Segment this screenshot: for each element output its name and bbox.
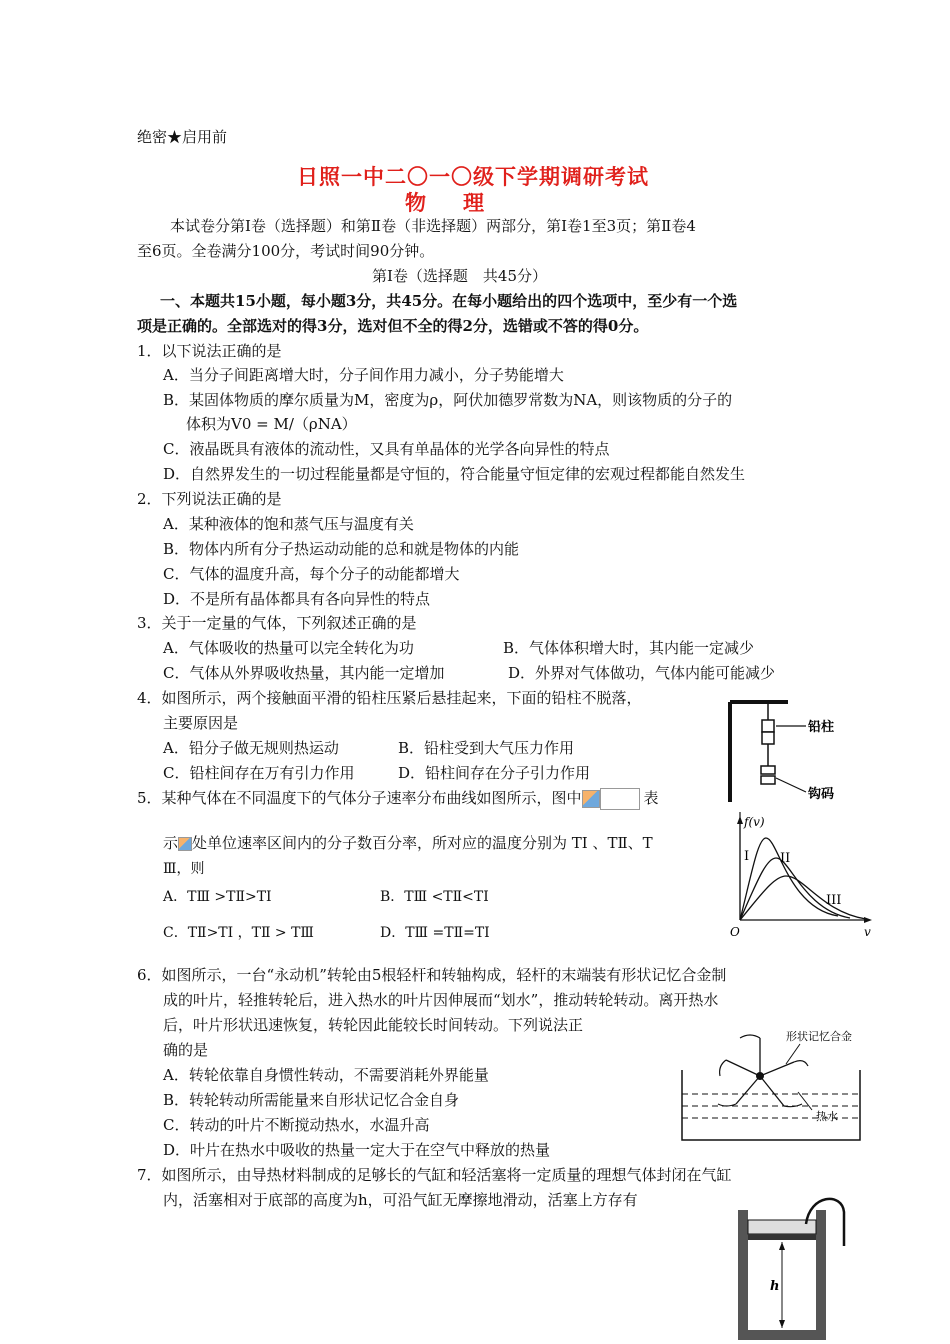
- curve-ii: [740, 858, 850, 920]
- q1-option-b-line1: B．某固体物质的摩尔质量为M，密度为ρ，阿伏加德罗常数为NA，则该物质的分子的: [163, 391, 733, 409]
- curve-iii-label: III: [826, 893, 842, 908]
- section-heading: 第Ⅰ卷（选择题 共45分）: [372, 267, 548, 285]
- hot-water-label: 热水: [816, 1110, 838, 1123]
- q5-figure: [728, 812, 878, 942]
- q2-option-c: C．气体的温度升高，每个分子的动能都增大: [163, 565, 460, 583]
- q5-stem-line2-text: 处单位速率区间内的分子数百分率，所对应的温度分别为 TⅠ 、TⅡ、T: [192, 834, 653, 852]
- q1-option-a: A．当分子间距离增大时，分子间作用力减小，分子势能增大: [163, 366, 564, 384]
- q4-option-d: D．铅柱间存在分子引力作用: [398, 764, 591, 782]
- q4-stem-line2: 主要原因是: [163, 714, 239, 732]
- curve-i-label: I: [744, 849, 750, 864]
- q5-stem-line1: [137, 787, 659, 810]
- weight-label: 钩码: [808, 787, 835, 802]
- y-axis-label: f(v): [744, 815, 765, 829]
- curve-ii-label: II: [780, 851, 791, 866]
- q6-stem-line2: 成的叶片，轻推转轮后，进入热水的叶片因伸展而“划水”，推动转轮转动。离开热水: [163, 991, 719, 1009]
- intro-line-2: 至6页。全卷满分100分，考试时间90分钟。: [137, 242, 435, 260]
- q1-option-b-line2: 体积为V0 = M/（ρNA）: [186, 415, 357, 433]
- q6-option-b: B．转轮转动所需能量来自形状记忆合金自身: [163, 1091, 460, 1109]
- weight-lower: [761, 776, 775, 784]
- q2-option-a: A．某种液体的饱和蒸气压与温度有关: [163, 515, 414, 533]
- q3-stem: 3．关于一定量的气体，下列叙述正确的是: [137, 614, 417, 632]
- q5-option-d: D．TⅢ =TⅡ=TⅠ: [380, 925, 490, 941]
- section-instructions-1: 一、本题共15小题，每小题3分，共45分。在每小题给出的四个选项中，至少有一个选: [160, 292, 738, 310]
- placeholder-box: [600, 788, 640, 810]
- q6-option-a: A．转轮依靠自身惯性转动，不需要消耗外界能量: [163, 1066, 489, 1084]
- q3-option-b: B．气体体积增大时，其内能一定减少: [503, 639, 755, 657]
- q2-stem: 2．下列说法正确的是: [137, 490, 282, 508]
- q6-option-c: C．转动的叶片不断搅动热水，水温升高: [163, 1116, 430, 1134]
- section-instructions-2: 项是正确的。全部选对的得3分，选对但不全的得2分，选错或不答的得0分。: [137, 317, 649, 335]
- origin-label: O: [730, 925, 740, 939]
- q2-option-b: B．物体内所有分子热运动动能的总和就是物体的内能: [163, 540, 520, 558]
- q6-figure: [676, 1020, 866, 1144]
- cylinder-base: [738, 1330, 826, 1340]
- q4-figure: [718, 692, 848, 804]
- q7-stem-line2: 内，活塞相对于底部的高度为h，可沿气缸无摩擦地滑动，活塞上方存有: [163, 1191, 638, 1209]
- q5-stem-line3: Ⅲ，则: [163, 861, 205, 877]
- x-axis-label: v: [864, 925, 871, 939]
- cylinder-right-wall: [816, 1210, 826, 1340]
- exam-subject: 物 理: [405, 190, 492, 215]
- q6-stem-line4: 确的是: [163, 1041, 209, 1059]
- height-label: h: [770, 1279, 780, 1294]
- q3-option-d: D．外界对气体做功，气体内能可能减少: [508, 664, 776, 682]
- q5-option-a: A．TⅢ >TⅡ>TⅠ: [163, 889, 272, 905]
- q7-stem-line1: 7．如图所示，由导热材料制成的足够长的气缸和轻活塞将一定质量的理想气体封闭在气缸: [137, 1166, 732, 1184]
- secret-label: 绝密★启用前: [137, 128, 228, 146]
- q1-option-c: C．液晶既具有液体的流动性，又具有单晶体的光学各向异性的特点: [163, 440, 610, 458]
- lead-cylinder-bottom: [762, 732, 774, 744]
- q6-stem-line3: 后，叶片形状迅速恢复，转轮因此能较长时间转动。下列说法正: [163, 1016, 584, 1034]
- q3-option-a: A．气体吸收的热量可以完全转化为功: [163, 639, 414, 657]
- q5-stem-line2-start: 示: [163, 834, 179, 852]
- q1-stem: 1．以下说法正确的是: [137, 342, 282, 360]
- broken-image-icon: [178, 837, 192, 851]
- water-tank: [682, 1070, 860, 1140]
- q2-option-d: D．不是所有晶体都具有各向异性的特点: [163, 590, 431, 608]
- piston: [748, 1234, 816, 1240]
- alloy-label: 形状记忆合金: [786, 1030, 852, 1043]
- q5-stem-line2: [163, 832, 653, 853]
- q7-figure: [732, 1190, 852, 1342]
- q4-option-a: A．铅分子做无规则热运动: [163, 739, 339, 757]
- curve-iii: [740, 876, 866, 920]
- exam-title: 日照一中二〇一〇级下学期调研考试: [297, 164, 649, 189]
- q6-stem-line1: 6．如图所示，一台“永动机”转轮由5根轻杆和转轴构成，轻杆的末端装有形状记忆合金制: [137, 966, 727, 984]
- q5-stem-line1-end: 表: [643, 789, 659, 807]
- q4-option-b: B．铅柱受到大气压力作用: [398, 739, 575, 757]
- q5-option-b: B．TⅢ <TⅡ<TⅠ: [380, 889, 489, 905]
- intro-line-1: 本试卷分第Ⅰ卷（选择题）和第Ⅱ卷（非选择题）两部分，第Ⅰ卷1至3页；第Ⅱ卷4: [170, 217, 696, 235]
- broken-image-icon: [582, 790, 600, 808]
- q5-option-c: C．TⅡ>TⅠ ，TⅡ > TⅢ: [163, 925, 314, 941]
- q4-stem-line1: 4．如图所示，两个接触面平滑的铅柱压紧后悬挂起来，下面的铅柱不脱落，: [137, 689, 642, 707]
- q6-option-d: D．叶片在热水中吸收的热量一定大于在空气中释放的热量: [163, 1141, 551, 1159]
- q4-option-c: C．铅柱间存在万有引力作用: [163, 764, 355, 782]
- q3-option-c: C．气体从外界吸收热量，其内能一定增加: [163, 664, 445, 682]
- q5-stem-line1-text: 5．某种气体在不同温度下的气体分子速率分布曲线如图所示，图中: [137, 789, 582, 807]
- lead-label: 铅柱: [808, 720, 835, 735]
- weight-upper: [761, 766, 775, 774]
- cylinder-left-wall: [738, 1210, 748, 1340]
- lead-cylinder-top: [762, 720, 774, 732]
- q1-option-d: D．自然界发生的一切过程能量都是守恒的，符合能量守恒定律的宏观过程都能自然发生: [163, 465, 746, 483]
